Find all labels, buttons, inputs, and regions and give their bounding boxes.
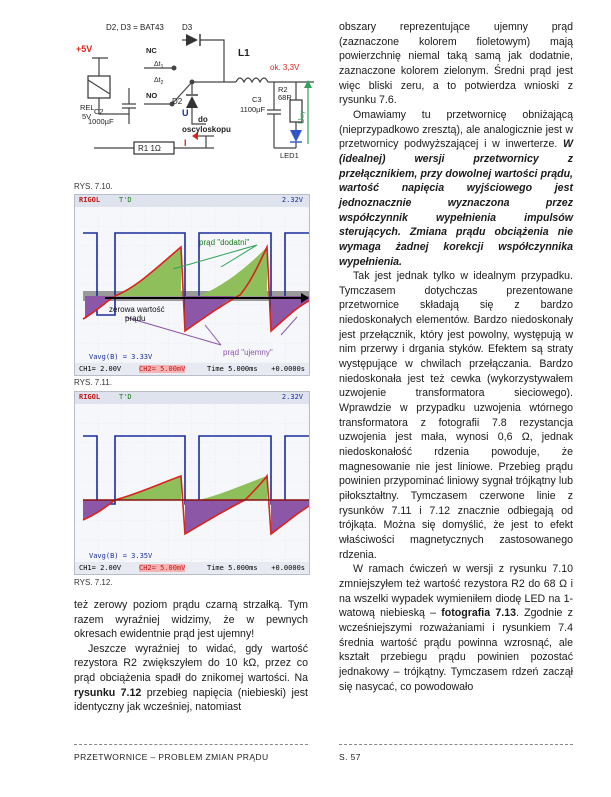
do-label: do	[198, 115, 208, 124]
diode-d3-icon	[186, 34, 198, 46]
scope-mode: T'D	[119, 196, 132, 204]
circuit-diagram	[74, 18, 314, 178]
timebase-2: Time 5.000ms	[207, 564, 258, 572]
running-footer: PRZETWORNICE – PROBLEM ZMIAN PRĄDU	[74, 752, 269, 762]
c3-value-label: 1100µF	[240, 105, 266, 114]
diode-d2-icon	[186, 96, 198, 108]
scope-trigger-level: 2.32V	[281, 196, 303, 204]
scope-scale-bar	[75, 363, 309, 375]
oscilloscope-screen-7-12	[74, 391, 310, 575]
dt2-label: $\Delta t_2$	[154, 77, 164, 86]
left-column-text	[74, 598, 308, 715]
relay-label: REL	[80, 103, 95, 112]
average-voltage-readout-2: Vavg(B) = 3.35V	[89, 552, 153, 560]
u-label: U	[182, 108, 189, 118]
left-paragraph-2: Jeszcze wyraźniej to widać, gdy wartość rezystora R2 zwiększyłem do 10 kΩ, przez co prąd obciążenia spadł do znikomej wartości. Na rysunku 7.12 przebieg napięcia (niebieski) jest identyczny jak wcześniej, natomiast	[74, 642, 308, 714]
c3-label: C3	[252, 95, 262, 104]
footer-divider-left	[74, 744, 308, 745]
oscilloscope-screen-7-11	[74, 194, 310, 376]
timebase: Time 5.000ms	[207, 365, 258, 373]
led-icon	[290, 130, 302, 142]
relay-voltage-label: 5V	[82, 112, 92, 121]
scope-brand-2: RIGOL	[79, 393, 101, 401]
scope-scale-bar-2	[75, 562, 309, 574]
figure-caption-7-10: RYS. 7.10.	[74, 182, 113, 191]
d2-label: D2	[172, 97, 183, 106]
ch2-scale-2: CH2= 5.00mV	[139, 564, 186, 572]
annotation-zero-line-1: zerowa wartość	[109, 305, 165, 314]
footer-divider-right	[339, 744, 573, 745]
diode-type-label: D2, D3 = BAT43	[106, 23, 164, 32]
ch1-scale: CH1= 2.00V	[79, 365, 122, 373]
time-offset-2: +0.0000s	[271, 564, 305, 572]
scope-mode-2: T'D	[119, 393, 132, 401]
osc-label: oscyloskopu	[182, 125, 231, 134]
ch1-scale-2: CH1= 2.00V	[79, 564, 122, 572]
figure-caption-7-11: RYS. 7.11.	[74, 378, 112, 387]
scope-plot-area-2	[75, 404, 309, 562]
d3-label: D3	[182, 23, 193, 32]
r1-label: R1 1Ω	[138, 144, 161, 153]
left-paragraph-1: też zerowy poziom prądu czarną strzałką. Tym razem wyraźniej widzimy, że w pewnych okresach ewidentnie prąd jest ujemny!	[74, 599, 308, 641]
uwy-label: Uwy	[297, 110, 306, 124]
dt1-label: $\Delta t_1$	[154, 61, 164, 70]
scope-trigger-level-2: 2.32V	[281, 393, 303, 401]
scope-plot-area	[75, 207, 309, 363]
scope-brand: RIGOL	[79, 196, 101, 204]
r2-value-label: 68R	[278, 93, 292, 102]
page-number: S. 57	[339, 752, 361, 762]
right-paragraph-4: W ramach ćwiczeń w wersji z rysunku 7.10 zmniejszyłem też wartość rezystora R2 do 68 Ω i na wszelki wypadek wymieniłem diodę LED na 1-watową niebieską – fotografia 7.13. Zgodnie z wcześniejszymi rozważaniami i rysunkiem 7.4 średnia wartość prądu powinna wzrosnąć, ale kształt przebiegu prądu powinien pozostać jednakowy – trójkątny. Tymczasem rdzeń zaczął się nasycać, co powodowało	[339, 563, 573, 693]
r2-label: R2	[278, 85, 288, 94]
no-label: NO	[146, 91, 158, 100]
l1-label: L1	[238, 48, 250, 59]
annotation-negative-current: prąd "ujemny"	[223, 348, 273, 357]
c2-label: C2	[94, 107, 104, 116]
c2-value-label: 1000µF	[88, 117, 114, 126]
led-label: LED1	[280, 151, 299, 160]
nc-label: NC	[146, 46, 157, 55]
scope-status-bar	[75, 195, 309, 207]
supply-label: +5V	[76, 44, 93, 54]
annotation-positive-current: prąd "dodatni"	[199, 238, 250, 247]
average-voltage-readout: Vavg(B) = 3.33V	[89, 353, 153, 361]
figure-caption-7-12: RYS. 7.12.	[74, 578, 113, 587]
right-paragraph-2: Omawiamy tu przetwornicę obniżającą (nieprzypadkowo zresztą), ale analogicznie jest w przetwornicy podwyższającej i w inwerterze. W (idealnej) wersji przetwornicy z przełącznikiem, przy dowolnej wartości prądu, wartość napięcia wyjściowego jest jednoznacznie wyznaczona przez współczynnik wypełnienia impulsów sterujących. Zmiana prądu obciążenia nie wymaga żadnej korekcji współczynnika wypełnienia.	[339, 108, 573, 268]
annotation-zero-line-2: prądu	[125, 314, 146, 323]
time-offset: +0.0000s	[271, 365, 305, 373]
right-column-text	[339, 20, 573, 694]
i-label: I	[184, 138, 187, 148]
scope-status-bar-2	[75, 392, 309, 404]
ch2-scale: CH2= 5.00mV	[139, 365, 186, 373]
right-paragraph-1: obszary reprezentujące ujemny prąd (zaznaczone kolorem fioletowym) mają powierzchnię niemal taką samą jak dodatnie, zaznaczone kolorem zielonym. Średni prąd jest więc bliski zeru, a to potwierdza wnioski z rysunku 7.6.	[339, 21, 573, 107]
right-paragraph-3: Tak jest jednak tylko w idealnym przypadku. Tymczasem dotychczas prezentowane przetwornice składają się z bardzo niedoskonałych elementów. Bardzo niedoskonały jest przełącznik, który jest powolny, występują w nim przerwy i drgania styków. Efektem są straty występujące w chwilach przełączania. Bardzo niedoskonała jest też cewka (wykorzystywałem uzwojenie transformatora sieciowego). Wprawdzie w przypadku uzwojenia wtórnego transformatora z fotografii 7.8 rezystancja uzwojenia jest mała, wynosi 0,6 Ω, jednak niedoskonałość rdzenia powoduje, że magnesowanie nie jest liniowe. Przebieg prądu powinien przypominać liniowy sygnał trójkątny lub piłokształtny. Tymczasem czerwone linie z rysunków 7.11 i 7.12 znacznie odbiegają od trójkąta. Można się domyślić, że jest to efekt właściwości magnetycznych zastosowanego rdzenia.	[339, 270, 573, 561]
voltage-approx-label: ok. 3,3V	[270, 63, 300, 72]
